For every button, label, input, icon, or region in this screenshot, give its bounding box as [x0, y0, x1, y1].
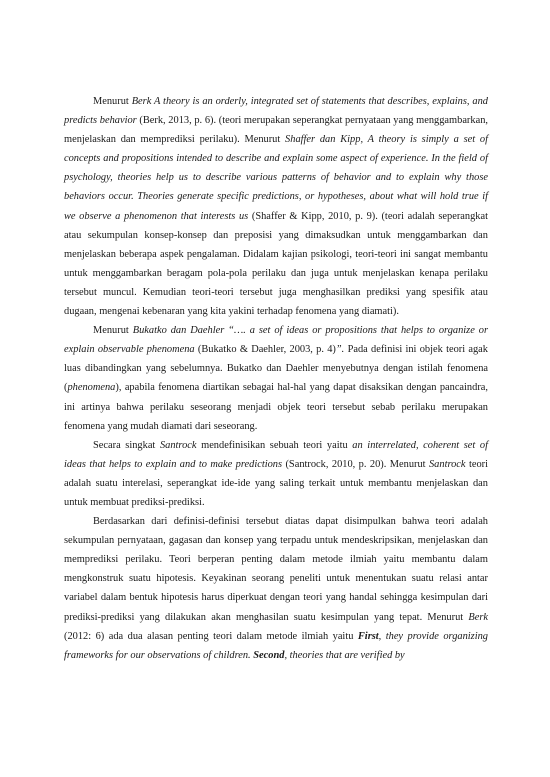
text-run: First	[357, 630, 379, 642]
document-page	[64, 92, 488, 665]
text-run: an interrelated, coherent set of ideas that helps to explain and to make predictions	[64, 439, 488, 470]
text-run: phenomena	[67, 382, 116, 394]
paragraph-bukatko-daehler	[64, 321, 488, 436]
paragraph-conclusion	[64, 512, 488, 665]
text-run: Santrock	[428, 458, 466, 470]
text-run: mendefinisikan sebuah teori yaitu	[196, 439, 353, 451]
text-run: , theories that are verified by	[284, 649, 405, 661]
text-run: Second	[253, 649, 285, 661]
text-run: Berk	[468, 611, 488, 623]
text-run: Shaffer dan Kipp, A theory is simply a set of concepts and propositions intended to describe and explain some aspect of experience. In the field of psychology, theories help us to describe various patterns of behavior and to explain why those behaviors occur. Theories generate specific predictions, or hypotheses, about what will hold true if we observe a phenomenon that interests us	[64, 134, 488, 222]
text-run: ”.	[335, 344, 345, 356]
text-run: teori adalah suatu interelasi, seperangkat ide-ide yang saling terkait untuk membantu menjelaskan dan untuk membuat prediksi-prediksi.	[64, 458, 489, 508]
paragraph-santrock	[64, 436, 488, 512]
text-run: Berk A theory is an orderly, integrated set of statements that describes, explains, and predicts behavior	[64, 96, 488, 127]
text-run: (Bukatko & Daehler, 2003, p. 4)	[194, 344, 336, 356]
text-run: Pada definisi ini objek teori agak luas dibandingkan yang sebelumnya. Bukatko dan Daehler menyebutnya dengan istilah fenomena (	[64, 344, 488, 394]
text-run: (2012: 6) ada dua alasan penting teori dalam metode ilmiah yaitu	[64, 630, 358, 642]
text-run: Berdasarkan dari definisi-definisi tersebut diatas dapat disimpulkan bahwa teori adalah sekumpulan pernyataan, gagasan dan konsep yang terpadu untuk mendeskripsikan, menjelaskan dan memprediksi perilaku. Teori berperan penting dalam metode ilmiah yaitu membantu dalam mengkonstruk suatu hipotesis. Keyakinan seorang peneliti untuk menentukan suatu relasi antar variabel dalam bentuk hipotesis harus diperkuat dengan teori yang handal sehingga kesimpulan dari prediksi-prediksi yang dilakukan akan menghasilan suatu kesimpulan yang tepat. Menurut	[64, 516, 488, 623]
text-run: , they provide organizing frameworks for our observations of children.	[64, 630, 488, 661]
paragraph-berk-shaffer	[64, 92, 488, 321]
text-run: (Santrock, 2010, p. 20). Menurut	[282, 458, 429, 470]
text-run: Santrock	[159, 439, 197, 451]
text-run: Bukatko dan Daehler “…. a set of ideas or propositions that helps to organize or explain observable phenomena	[64, 325, 488, 356]
text-run: Menurut	[93, 96, 132, 107]
text-run: ), apabila fenomena diartikan sebagai hal-hal yang dapat disaksikan dengan pancaindra, ini artinya bahwa perilaku seseorang menjadi objek teori tersebut sebab perilaku merupakan fenomena yang mudah diamati dari seseorang.	[64, 382, 488, 432]
text-run: Menurut	[93, 325, 133, 337]
text-run: Secara singkat	[93, 439, 160, 451]
text-run: (Berk, 2013, p. 6). (teori merupakan seperangkat pernyataan yang menggambarkan, menjelaskan dan memprediksi perilaku). Menurut	[64, 115, 488, 146]
text-run: (Shaffer & Kipp, 2010, p. 9). (teori adalah seperangkat atau sekumpulan konsep-konsep dan preposisi yang dimaksudkan untuk menggambarkan dan menjelaskan beberapa aspek pengalaman. Didalam kajian psikologi, teori-teori ini sangat membantu untuk menggambarkan beragam pola-pola perilaku dan juga untuk menjelaskan kenapa perilaku tersebut muncul. Kemudian teori-teori tersebut juga menghasilkan prediksi yang spesifik atau dugaan, mengenai kebenaran yang kita yakini terhadap fenomena yang diamati).	[64, 210, 488, 318]
